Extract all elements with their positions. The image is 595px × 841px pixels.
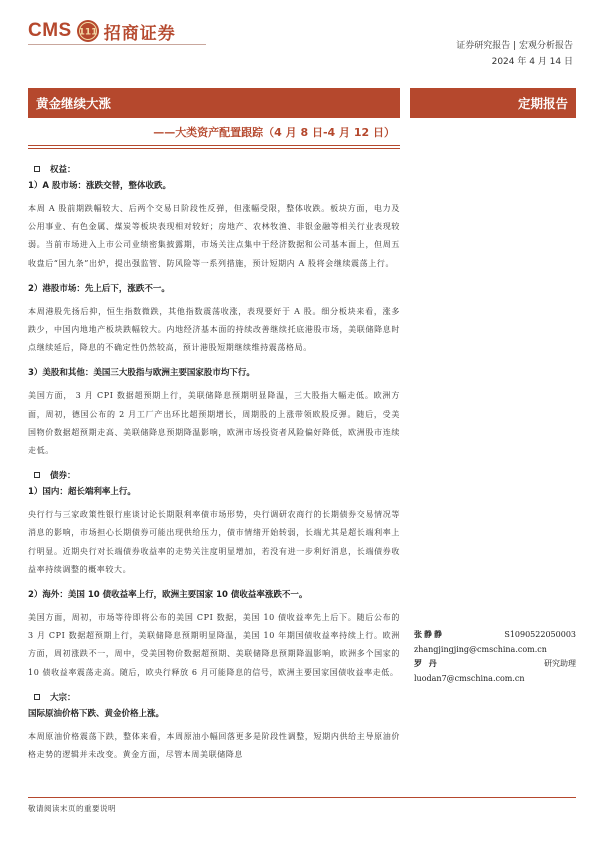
commodity-paragraph: 本周原油价格震荡下跌，整体来看，本周原油小幅回落更多是阶段性调整，短期内供给主导原油价格走势的逻辑并未改变。黄金方面，尽管本周美联储降息 <box>28 731 400 760</box>
report-title-banner <box>28 88 400 118</box>
bullet-square-icon <box>34 694 40 700</box>
logo-text-en: CMS <box>28 20 72 41</box>
analyst-email[interactable]: luodan7@cmschina.com.cn <box>414 673 525 683</box>
us-heading: 3）美股和其他：美国三大股指与欧洲主要国家股市均下行。 <box>28 368 255 379</box>
analyst-name: 罗 丹 <box>414 659 439 668</box>
report-title: 黄金继续大涨 <box>36 96 112 111</box>
main-content <box>28 162 400 772</box>
subtitle-rule-bottom <box>28 148 400 149</box>
footer-rule <box>28 797 576 798</box>
report-date: 2024 年 4 月 14 日 <box>491 57 573 67</box>
analyst-role: 研究助理 <box>544 659 576 668</box>
analyst-cert-code: S1090522050003 <box>504 630 576 639</box>
logo-underline <box>28 44 206 45</box>
us-paragraph: 美国方面， 3 月 CPI 数据超预期上行，美联储降息预期明显降温，三大股指大幅走低。欧洲方面，周初，德国公布的 2 月工厂产出环比超预期增长，周期股的上涨带领欧股反弹。随后，受美国物价数据超预期走高、美联储降息预期降温影响，欧洲市场投资者风险偏好降低，欧洲股市连续走低。 <box>28 391 400 456</box>
commodity-heading: 国际原油价格下跌、黄金价格上涨。 <box>28 708 165 719</box>
a-share-heading: 1）A 股市场：涨跌交替，整体收跌。 <box>28 181 171 191</box>
report-meta <box>456 38 573 70</box>
overseas-bond-paragraph: 美国方面，周初，市场等待即将公布的美国 CPI 数据，美国 10 债收益率先上后下。随后公布的 3 月 CPI 数据超预期上行，美联储降息预期明显降温，美国 10 年期国债收益率持续上行。欧洲方面，周初涨跌不一，周中，受美国物价数据超预期、美联储降息预期降温影响，欧洲多个国家的 10 债收益率震荡走高。随后，欧央行释放 6 月可能降息的信号，欧洲主要国家国债收益率走低。 <box>28 613 400 677</box>
domestic-bond-paragraph: 央行行与三家政策性银行座谈讨论长期限利率债市场形势，央行调研农商行的长期债券交易情况等消息的影响，市场担心长期债券可能出现供给压力，债市情绪开始转弱，长端尤其是超长端利率上行明显。近期央行对长端债券收益率的走势关注度明显增加，若没有进一步利好消息，长端债券收益率持续调整的概率较大。 <box>28 510 400 574</box>
subtitle-rule-top <box>28 145 400 146</box>
hk-paragraph: 本周港股先扬后抑，恒生指数微跌，其他指数震荡收涨，表现要好于 A 股。细分板块来看，涨多跌少，中国内地地产板块跌幅较大。内地经济基本面的持续改善继续托底港股市场，美联储降息时点继续延后，降息的不确定性仍然较高，预计港股短期继续维持震荡格局。 <box>28 306 400 353</box>
section-heading-commodity: 大宗： <box>28 690 400 704</box>
company-logo <box>28 14 176 48</box>
section-heading-equity: 权益： <box>28 162 400 176</box>
report-category-banner <box>410 88 576 118</box>
footer-disclaimer: 敬请阅读末页的重要说明 <box>28 804 116 813</box>
analyst-name: 张静静 <box>414 630 444 639</box>
overseas-bond-heading: 2）海外：美国 10 债收益率上行，欧洲主要国家 10 债收益率涨跌不一。 <box>28 590 308 601</box>
bullet-square-icon <box>34 472 40 478</box>
bullet-square-icon <box>34 166 40 172</box>
svg-text:111: 111 <box>78 27 98 38</box>
hk-heading: 2）港股市场：先上后下，涨跌不一。 <box>28 283 170 294</box>
logo-emblem-icon <box>76 19 100 43</box>
report-category: 定期报告 <box>517 96 568 111</box>
section-heading-bond: 债券： <box>28 468 400 482</box>
logo-text-cn: 招商证券 <box>103 23 176 44</box>
a-share-paragraph: 本周 A 股前期跌幅较大、后两个交易日阶段性反弹，但涨幅受限，整体收跌。板块方面，电力及公用事业、有色金属、煤炭等板块表现相对较好；房地产、农林牧渔、非银金融等相关行业表现较弱。当前市场进入上市公司业绩密集披露期，市场关注点集中于经济数据和公司基本面上，但周五收盘后“国九条”出炉，提出强监管、防风险等一系列措施，预计短期内 A 股将会继续震荡上行。 <box>28 204 400 268</box>
analyst-email[interactable]: zhangjingjing@cmschina.com.cn <box>414 644 547 654</box>
analyst-panel <box>414 628 576 686</box>
analyst-row <box>414 657 576 672</box>
report-subtitle: ——大类资产配置跟踪（4 月 8 日-4 月 12 日） <box>153 126 395 139</box>
domestic-bond-heading: 1）国内：超长端利率上行。 <box>28 487 136 498</box>
report-type: 证券研究报告 | 宏观分析报告 <box>456 41 573 51</box>
analyst-row <box>414 628 576 643</box>
